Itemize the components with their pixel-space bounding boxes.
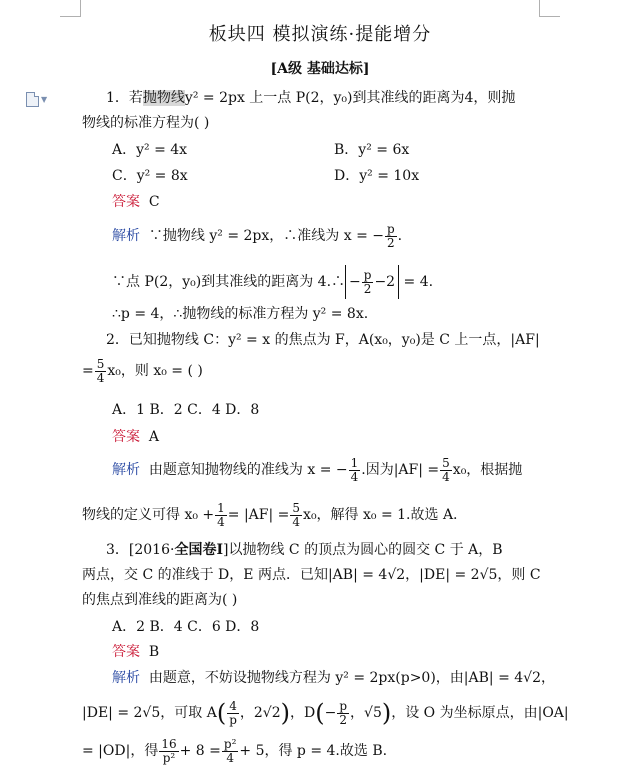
q1-line-2: 物线的标准方程为( ) <box>82 115 210 131</box>
crop-mark-top-right-h <box>540 16 560 17</box>
crop-mark-top-left-h <box>60 16 80 17</box>
q2-analysis-2: 物线的定义可得 x₀ + $\frac{1}{4}$ = |AF| = $\frac{5}{4}$ x₀，解得 x₀ = 1.故选 A. <box>82 500 458 529</box>
q3-analysis-2: |DE| = 2√5，可取 A( $\frac{4}{p}$ ，2√2)，D(− $\frac{p}{2}$ ，√5)，设 O 为坐标原点，由|OA| <box>82 698 569 727</box>
answer-label: 答案 <box>112 644 140 660</box>
q1-analysis-2: ∵点 P(2，y₀)到其准线的距离为 4.∴ − $\frac{p}{2}$ −2 = 4. <box>112 264 433 300</box>
answer-label: 答案 <box>112 429 140 445</box>
page-title: 板块四 模拟演练·提能增分 <box>208 24 432 45</box>
q2-options: A．1 B．2 C．4 D．8 <box>112 402 260 418</box>
analysis-label: 解析 <box>112 462 140 478</box>
chevron-down-icon[interactable]: ▼ <box>41 95 48 104</box>
q3-options: A．2 B．4 C．6 D．8 <box>112 619 260 635</box>
q2-answer: 答案 A <box>112 429 160 445</box>
analysis-label: 解析 <box>112 228 140 244</box>
q3-line-1: 3．[2016·全国卷Ⅰ]以抛物线 C 的顶点为圆心的圆交 C 于 A，B <box>106 542 503 558</box>
crop-mark-top-left-v <box>80 0 81 17</box>
q1-option-c: C．y² = 8x <box>112 168 188 184</box>
q1-option-a: A．y² = 4x <box>112 142 188 158</box>
q1-line-1: 1．若抛物线y² = 2px 上一点 P(2，y₀)到其准线的距离为4，则抛 <box>106 90 516 106</box>
q2-line-2: = $\frac{5}{4}$ x₀，则 x₀ = ( ) <box>82 356 203 385</box>
q3-analysis-3: = |OD|，得 $\frac{16}{\text{p²}}$ + 8 = $\frac{\text{p²}}{4}$ + 5，得 p = 4.故选 B. <box>82 736 388 765</box>
q1-analysis-3: ∴p = 4，∴抛物线的标准方程为 y² = 8x. <box>112 306 369 322</box>
highlighted-term[interactable]: 抛物线 <box>142 90 185 106</box>
q1-analysis-1: 解析 ∵抛物线 y² = 2px，∴准线为 x = − $\frac{p}{2}$ . <box>112 221 403 250</box>
q3-line-3: 的焦点到准线的距离为( ) <box>82 592 238 608</box>
level-heading: [A级 基础达标] <box>270 61 370 77</box>
answer-label: 答案 <box>112 194 140 210</box>
abs-value: − $\frac{p}{2}$ −2 <box>345 265 399 299</box>
q2-line-1: 2．已知抛物线 C：y² = x 的焦点为 F，A(x₀，y₀)是 C 上一点，|AF| <box>106 332 540 348</box>
crop-mark-top-right-v <box>539 0 540 17</box>
q3-line-2: 两点，交 C 的准线于 D，E 两点．已知|AB| = 4√2，|DE| = 2√5，则 C <box>82 567 541 583</box>
q1-answer: 答案 C <box>112 194 160 210</box>
q2-analysis-1: 解析 由题意知抛物线的准线为 x = − $\frac{1}{4}$ .因为|AF| = $\frac{5}{4}$ x₀，根据抛 <box>112 455 523 484</box>
q3-analysis-1: 解析 由题意，不妨设抛物线方程为 y² = 2px(p>0)，由|AB| = 4√2， <box>112 670 555 686</box>
q1-option-b: B．y² = 6x <box>334 142 410 158</box>
analysis-label: 解析 <box>112 670 140 686</box>
q3-answer: 答案 B <box>112 644 160 660</box>
document-icon[interactable] <box>26 92 39 107</box>
q1-option-d: D．y² = 10x <box>334 168 420 184</box>
